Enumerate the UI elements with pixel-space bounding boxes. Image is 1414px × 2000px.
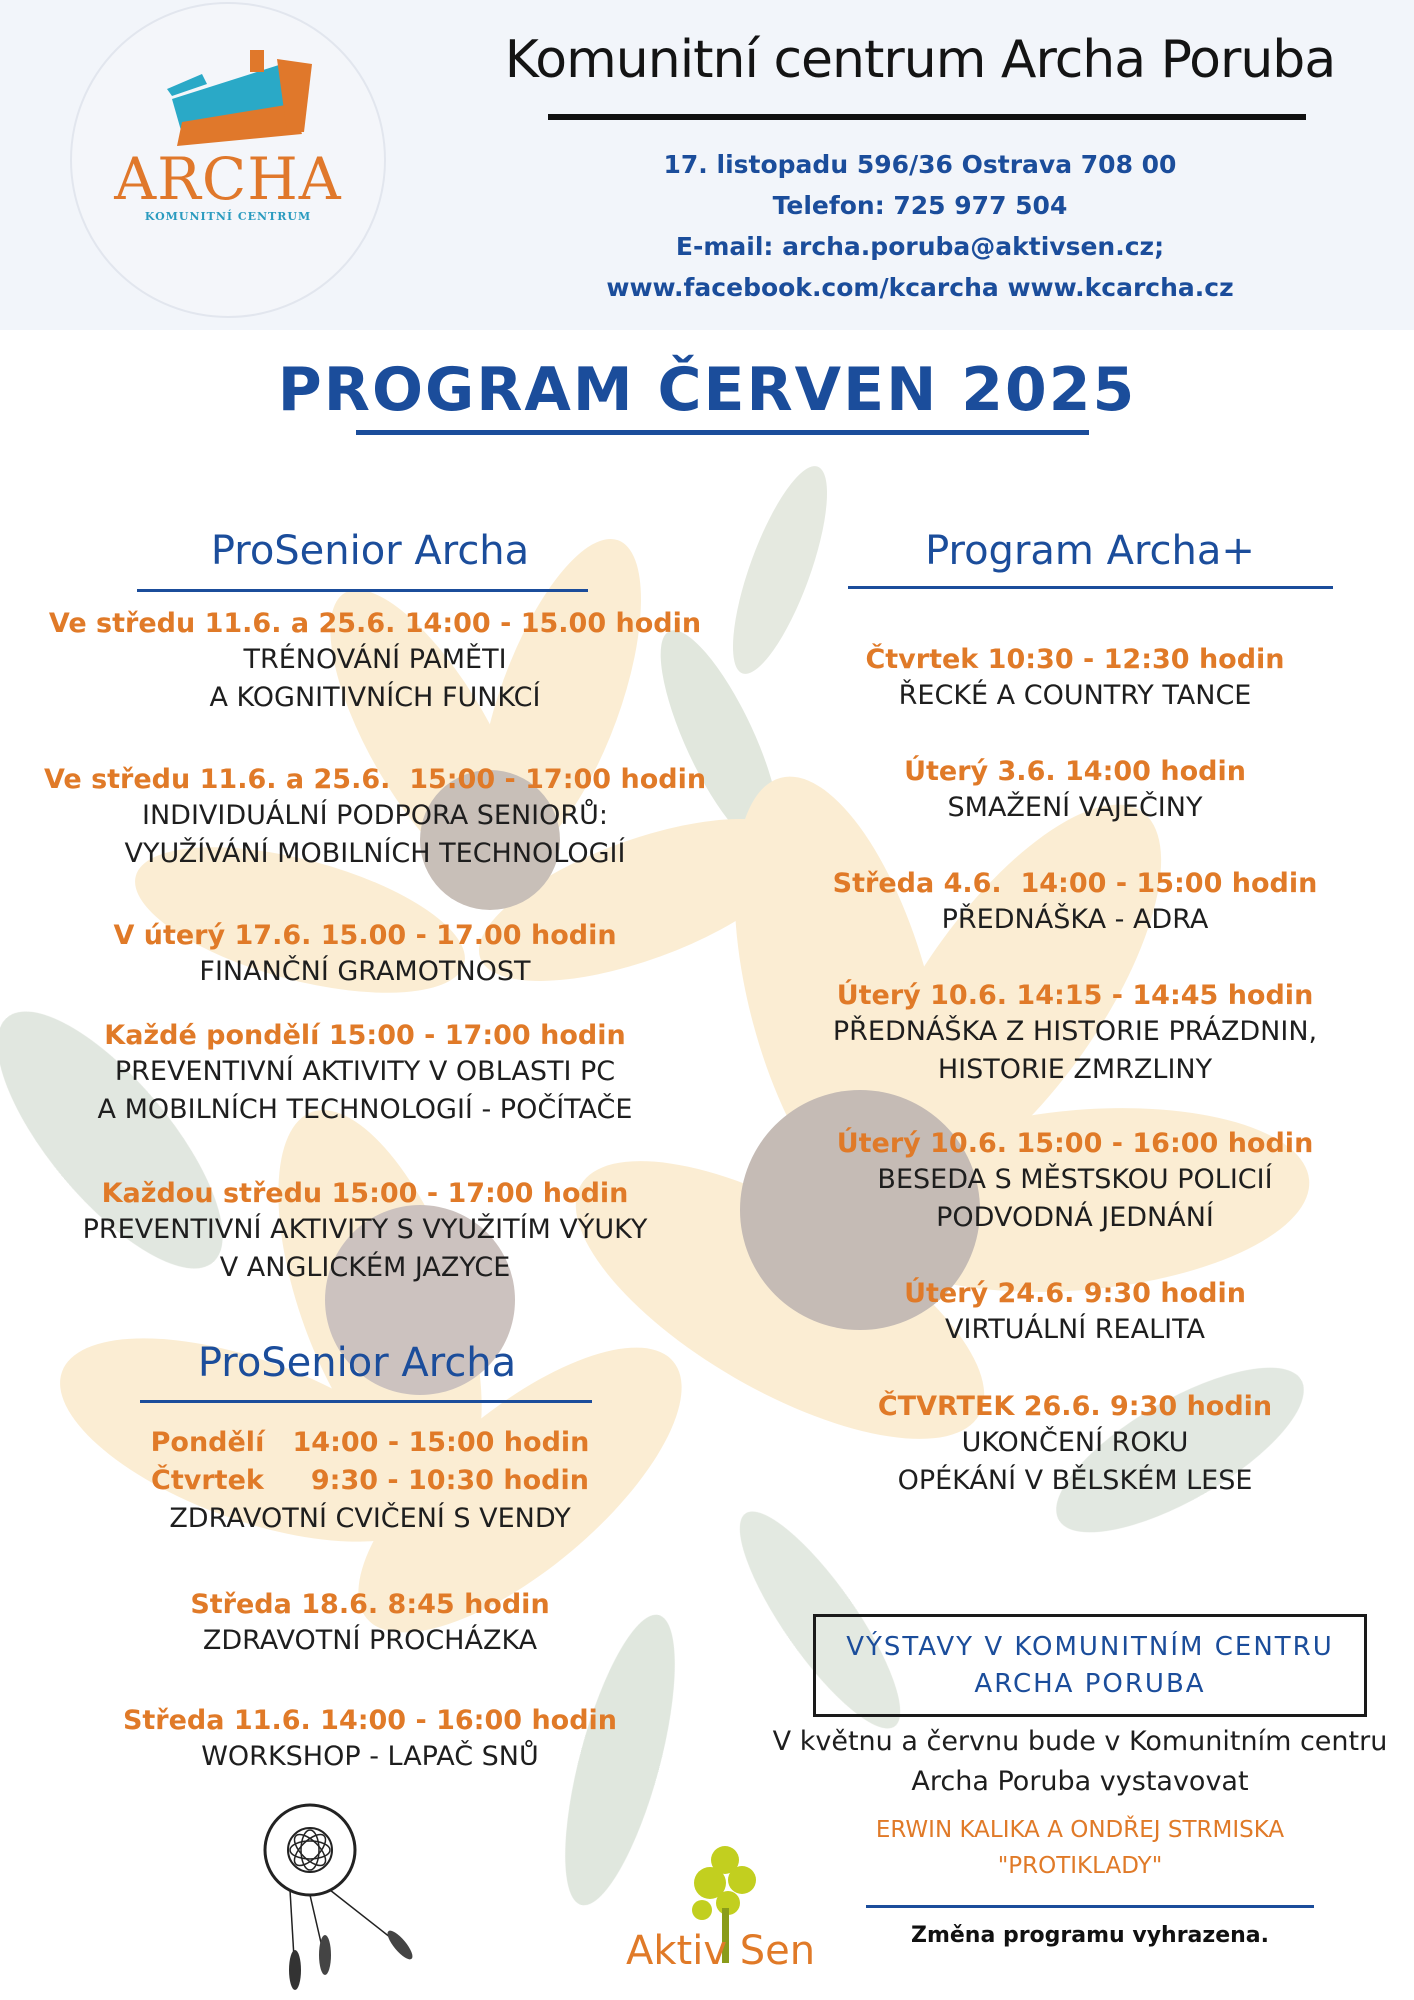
- event-police-talk: [740, 1126, 1410, 1237]
- event-time: Každou středu 15:00 - 17:00 hodin: [101, 1178, 629, 1209]
- event-memory-training: [10, 606, 740, 717]
- event-title: HISTORIE ZMRZLINY: [937, 1054, 1213, 1085]
- event-title: V ANGLICKÉM JAZYCE: [219, 1252, 511, 1283]
- event-time: Úterý 10.6. 15:00 - 16:00 hodin: [836, 1128, 1314, 1159]
- event-time: Každé pondělí 15:00 - 17:00 hodin: [104, 1020, 626, 1051]
- exhibition-description: [760, 1722, 1400, 1802]
- event-title: PŘEDNÁŠKA - ADRA: [941, 904, 1209, 935]
- aktivsen-wordmark: Aktiv Sen: [626, 1928, 816, 1974]
- event-virtual-reality: [740, 1276, 1410, 1349]
- org-title: Komunitní centrum Archa Poruba: [504, 30, 1336, 90]
- event-time: Středa 4.6. 14:00 - 15:00 hodin: [832, 868, 1318, 899]
- event-title: VIRTUÁLNÍ REALITA: [945, 1314, 1205, 1345]
- event-title: SMAŽENÍ VAJEČINY: [947, 792, 1203, 823]
- section-divider: [137, 589, 588, 592]
- event-title: WORKSHOP - LAPAČ SNŮ: [201, 1741, 539, 1772]
- event-title: FINANČNÍ GRAMOTNOST: [199, 956, 531, 987]
- event-time: Středa 11.6. 14:00 - 16:00 hodin: [122, 1705, 618, 1736]
- exhibition-box: [813, 1614, 1367, 1717]
- event-title: PŘEDNÁŠKA Z HISTORIE PRÁZDNIN,: [832, 1016, 1318, 1047]
- event-financial-literacy: [0, 918, 730, 991]
- event-title: ZDRAVOTNÍ PROCHÁZKA: [202, 1625, 538, 1656]
- event-title: PREVENTIVNÍ AKTIVITY S VYUŽITÍM VÝUKY: [82, 1214, 648, 1245]
- event-time: Úterý 10.6. 14:15 - 14:45 hodin: [836, 980, 1314, 1011]
- event-health-walk: [0, 1587, 740, 1660]
- event-time: Úterý 24.6. 9:30 hodin: [904, 1278, 1246, 1309]
- event-greek-dances: [740, 642, 1410, 715]
- email-link[interactable]: E-mail: archa.poruba@aktivsen.cz;: [675, 232, 1165, 261]
- event-time: Čtvrtek 9:30 - 10:30 hodin: [151, 1465, 589, 1496]
- event-title: ZDRAVOTNÍ CVIČENÍ S VENDY: [169, 1503, 571, 1534]
- section-heading-prosenior-2: ProSenior Archa: [197, 1340, 517, 1386]
- phone-line: Telefon: 725 977 504: [772, 191, 1068, 220]
- event-health-exercise: [0, 1424, 740, 1538]
- dreamcatcher-icon: [250, 1795, 430, 1995]
- program-title: PROGRAM ČERVEN 2025: [277, 355, 1137, 425]
- event-dreamcatcher-workshop: [0, 1703, 740, 1776]
- event-title: A KOGNITIVNÍCH FUNKCÍ: [209, 682, 541, 713]
- event-title: PREVENTIVNÍ AKTIVITY V OBLASTI PC: [114, 1056, 616, 1087]
- event-title: VYUŽÍVÁNÍ MOBILNÍCH TECHNOLOGIÍ: [124, 838, 626, 869]
- event-time: ČTVRTEK 26.6. 9:30 hodin: [877, 1391, 1273, 1422]
- logo-wordmark: ARCHA: [114, 145, 342, 213]
- event-time: Čtvrtek 10:30 - 12:30 hodin: [865, 644, 1285, 675]
- section-heading-prosenior-1: ProSenior Archa: [210, 528, 530, 574]
- event-title: TRÉNOVÁNÍ PAMĚTI: [243, 644, 507, 675]
- event-time: Ve středu 11.6. a 25.6. 15:00 - 17:00 hodin: [43, 764, 707, 795]
- title-divider: [548, 114, 1306, 120]
- event-title: OPÉKÁNÍ V BĚLSKÉM LESE: [897, 1465, 1253, 1496]
- exhibition-artists: [760, 1812, 1400, 1884]
- program-title-divider: [356, 430, 1089, 435]
- footer-divider: [866, 1905, 1314, 1908]
- logo-subtitle: KOMUNITNÍ CENTRUM: [144, 210, 312, 223]
- exhibition-heading: VÝSTAVY V KOMUNITNÍM CENTRU: [846, 1632, 1334, 1662]
- exhibition-heading: ARCHA PORUBA: [974, 1669, 1206, 1699]
- event-year-end: [740, 1389, 1410, 1500]
- event-time: Pondělí 14:00 - 15:00 hodin: [150, 1427, 590, 1458]
- event-title: INDIVIDUÁLNÍ PODPORA SENIORŮ:: [142, 800, 608, 831]
- event-title: UKONČENÍ ROKU: [961, 1427, 1189, 1458]
- event-english-prevention: [0, 1176, 730, 1287]
- section-divider: [848, 586, 1333, 589]
- event-title: A MOBILNÍCH TECHNOLOGIÍ - POČÍTAČE: [97, 1094, 633, 1125]
- exhibition-name: "PROTIKLADY": [997, 1853, 1163, 1879]
- exhibition-text-line: V květnu a červnu bude v Komunitním centru: [772, 1726, 1388, 1757]
- event-title: ŘECKÉ A COUNTRY TANCE: [898, 680, 1252, 711]
- event-adra-lecture: [740, 866, 1410, 939]
- event-pc-prevention: [0, 1018, 730, 1129]
- program-change-note: Změna programu vyhrazena.: [911, 1923, 1269, 1948]
- address-line: 17. listopadu 596/36 Ostrava 708 00: [663, 150, 1177, 179]
- artists-names: ERWIN KALIKA A ONDŘEJ STRMISKA: [875, 1817, 1285, 1843]
- event-title: PODVODNÁ JEDNÁNÍ: [936, 1202, 1214, 1233]
- event-time: V úterý 17.6. 15.00 - 17.00 hodin: [113, 920, 617, 951]
- exhibition-text-line: Archa Poruba vystavovat: [911, 1766, 1249, 1797]
- event-senior-support: [10, 762, 740, 873]
- section-divider: [140, 1400, 592, 1403]
- event-time: Úterý 3.6. 14:00 hodin: [904, 756, 1246, 787]
- event-title: BESEDA S MĚSTSKOU POLICIÍ: [877, 1164, 1273, 1195]
- web-links[interactable]: www.facebook.com/kcarcha www.kcarcha.cz: [606, 273, 1234, 302]
- event-time: Ve středu 11.6. a 25.6. 14:00 - 15.00 hodin: [48, 608, 702, 639]
- event-history-lecture: [740, 978, 1410, 1089]
- event-scrambled-eggs: [740, 754, 1410, 827]
- event-time: Středa 18.6. 8:45 hodin: [190, 1589, 550, 1620]
- section-heading-archa-plus: Program Archa+: [925, 528, 1255, 574]
